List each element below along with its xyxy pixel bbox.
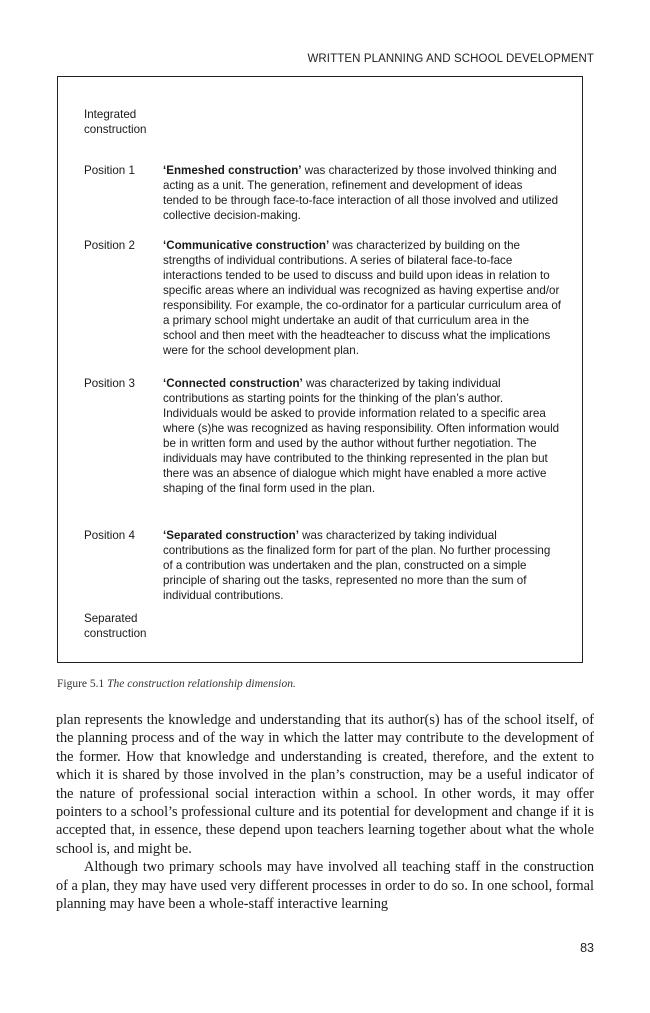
figure-caption-title: The construction relationship dimension.	[107, 678, 296, 690]
body-text	[56, 711, 594, 913]
pole-label-line: Integrated	[84, 108, 137, 121]
integrated-construction-pole	[84, 107, 174, 137]
figure-5-1-box	[57, 76, 583, 663]
figure-caption-number: Figure 5.1	[57, 678, 108, 690]
position-1-text: was characterized by those involved thinking and acting as a unit. The generation, refinement and development of ideas tended to be through face-to-face interaction of all those involved and utilized collective decision-making.	[163, 164, 559, 222]
position-3-label: Position 3	[84, 377, 135, 390]
pole-label-line: construction	[84, 123, 147, 136]
running-head: WRITTEN PLANNING AND SCHOOL DEVELOPMENT	[307, 53, 594, 65]
position-1-label: Position 1	[84, 164, 135, 177]
separated-construction-pole	[84, 611, 174, 641]
position-4-description	[163, 528, 561, 603]
position-4-label: Position 4	[84, 529, 135, 542]
position-2-label: Position 2	[84, 239, 135, 252]
position-3-term: ‘Connected construction’	[163, 377, 303, 390]
figure-caption	[57, 678, 296, 690]
pole-label-line: Separated	[84, 612, 138, 625]
position-4-term: ‘Separated construction’	[163, 529, 299, 542]
position-2-text: was characterized by building on the strengths of individual contributions. A series of bilateral face-to-face interactions tended to be used to discuss and build upon ideas in relation to specific areas where an individual was recognized as having expertise and/or responsibility. For example, the co-ordinator for a particular curriculum area of a primary school might undertake an audit of that curriculum area in the school and then meet with the headteacher to discuss what the implications were for the school development plan.	[163, 239, 562, 357]
position-3-description	[163, 376, 561, 496]
position-1-description	[163, 163, 561, 223]
position-1-term: ‘Enmeshed construction’	[163, 164, 302, 177]
page-number: 83	[580, 941, 594, 955]
position-2-description	[163, 238, 561, 358]
pole-label-line: construction	[84, 627, 147, 640]
position-2-term: ‘Communicative construction’	[163, 239, 330, 252]
position-3-text: was characterized by taking individual contributions as starting points for the thinking of the plan’s author. Individuals would be asked to provide information related to a specific area where (s)he was recognized as having responsibility. Often information would be in written form and used by the author without further negotiation. The individuals may have contributed to the thinking represented in the plan but there was an absence of dialogue which might have enabled a more active shaping of the final form used in the plan.	[163, 377, 560, 495]
position-4-text: was characterized by taking individual contributions as the finalized form for part of the plan. No further processing of a contribution was undertaken and the plan, constructed on a simple principle of sharing out the tasks, represented no more than the sum of individual contributions.	[163, 529, 551, 602]
body-paragraph-2: Although two primary schools may have involved all teaching staff in the construction of a plan, they may have used very different processes in order to do so. In one school, formal planning may have been a whole-staff interactive learning	[56, 859, 594, 913]
body-paragraph-1: plan represents the knowledge and understanding that its author(s) has of the school itself, of the planning process and of the way in which the latter may contribute to the development of the former. How that knowledge and understanding is created, therefore, and the extent to which it is shared by those involved in the plan’s construction, may be a useful indicator of the nature of professional social interaction within a school. In other words, it may offer pointers to a school’s professional culture and its potential for development and change if it is accepted that, in essence, these depend upon teachers learning together about what the whole school is, and might be.	[56, 712, 594, 857]
